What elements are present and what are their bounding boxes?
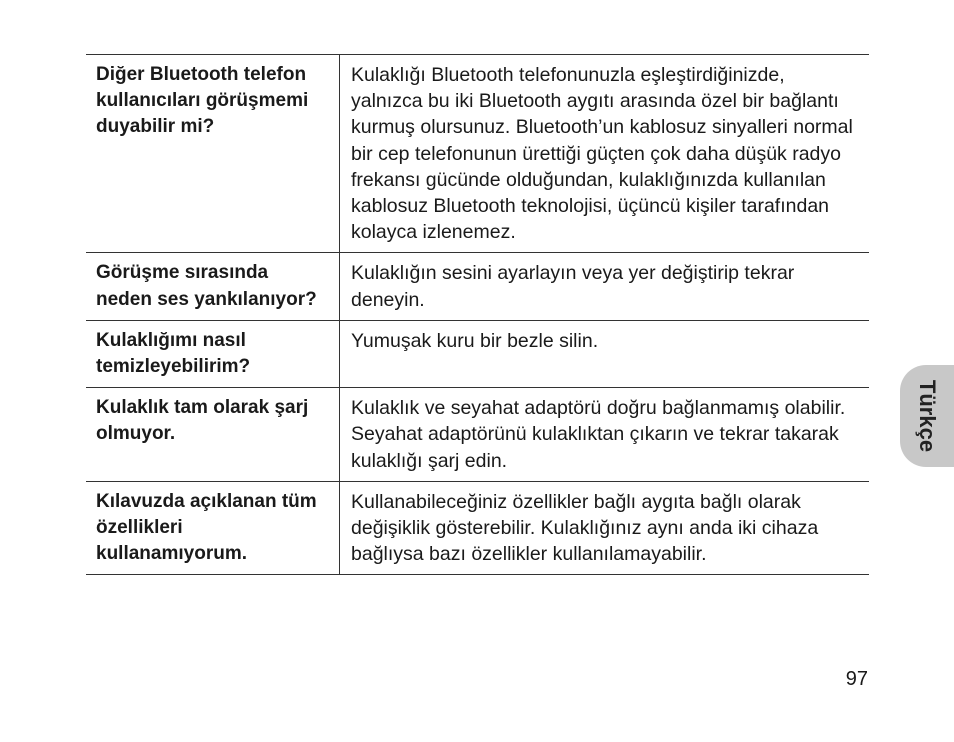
faq-question: Kulaklık tam olarak şarj olmuyor.	[86, 388, 340, 482]
faq-row	[86, 388, 869, 482]
faq-answer	[340, 320, 870, 387]
language-side-tab	[900, 365, 954, 467]
page-number: 97	[845, 668, 868, 690]
faq-row	[86, 320, 869, 387]
faq-question: Kulaklığımı nasıl temizleyebilirim?	[86, 320, 340, 387]
faq-answer-paragraph: Kulaklığı Bluetooth telefonunuzla eşleştirdiğinizde, yalnızca bu iki Bluetooth aygıtı arasında özel bir bağlantı kurmuş olursunuz. Bluetooth’un kablosuz sinyalleri normal bir cep telefonunun ürettiği güçten çok daha düşük radyo frekansı gücünde olduğundan, kulaklığınızda kullanılan kablosuz Bluetooth teknolojisi, üçüncü kişiler tarafından kolayca izlenemez.	[351, 64, 853, 244]
faq-table	[86, 54, 869, 575]
faq-answer-paragraph: Yumuşak kuru bir bezle silin.	[351, 329, 599, 352]
faq-question: Kılavuzda açıklanan tüm özellikleri kullanamıyorum.	[86, 481, 340, 575]
faq-question: Diğer Bluetooth telefon kullanıcıları görüşmemi duyabilir mi?	[86, 55, 340, 253]
faq-answer-paragraph: Kulaklığın sesini ayarlayın veya yer değiştirip tekrar deneyin.	[351, 262, 795, 311]
faq-answer	[340, 481, 870, 575]
faq-answer	[340, 55, 870, 253]
faq-answer	[340, 253, 870, 320]
faq-answer	[340, 388, 870, 482]
faq-row	[86, 481, 869, 575]
faq-question: Görüşme sırasında neden ses yankılanıyor?	[86, 253, 340, 320]
faq-answer-paragraph: Kullanabileceğiniz özellikler bağlı aygıta bağlı olarak değişiklik gösterebilir. Kulaklığınız aynı anda iki cihaza bağlıysa bazı özellikler kullanılamayabilir.	[351, 490, 819, 566]
faq-row	[86, 55, 869, 253]
faq-answer-paragraph: Kulaklık ve seyahat adaptörü doğru bağlanmamış olabilir.	[351, 397, 846, 420]
faq-answer-paragraph: Seyahat adaptörünü kulaklıktan çıkarın ve tekrar takarak kulaklığı şarj edin.	[351, 423, 839, 472]
faq-row	[86, 253, 869, 320]
language-side-tab-label: Türkçe	[915, 379, 940, 453]
